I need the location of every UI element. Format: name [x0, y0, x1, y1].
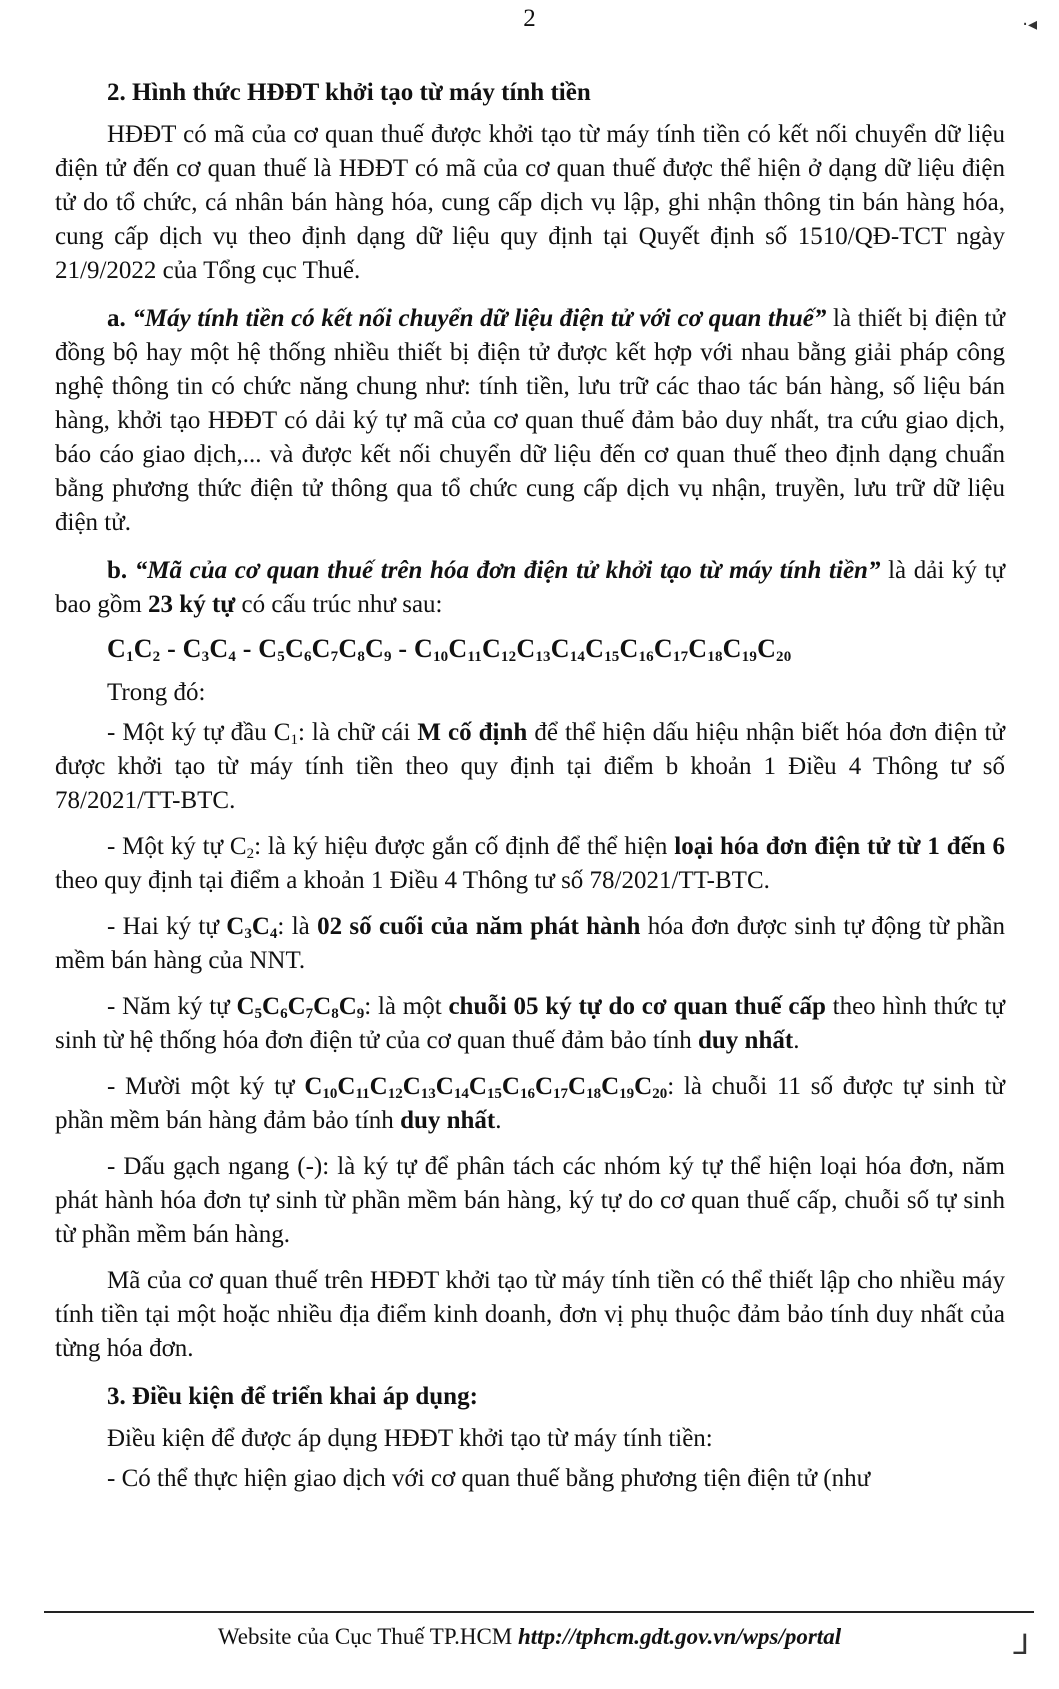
list-item-dash: - Dấu gạch ngang (-): là ký tự để phân tách các nhóm ký tự thể hiện loại hóa đơn, năm phát hành hóa đơn tự sinh từ phần mềm bán hàng, ký tự do cơ quan thuế cấp, chuỗi số tự sinh từ phần mềm bán hàng.	[55, 1153, 1005, 1248]
footer-url-link[interactable]: http://tphcm.gdt.gov.vn/wps/portal	[518, 1624, 842, 1649]
item1-bold: M cố định	[417, 719, 528, 746]
item5-code: $C_{10}C_{11}C_{12}C_{13}C_{14}C_{15}C_{16}C_{17}C_{18}C_{19}C_{20}$	[304, 1073, 668, 1102]
item4-end: .	[793, 1027, 800, 1054]
item1-mid: : là chữ cái	[297, 719, 418, 746]
definition-b-bold: 23 ký tự	[148, 591, 236, 618]
formula-group-1: $C_1C_2$	[107, 634, 161, 665]
formula-group-2: $C_3C_4$	[182, 634, 237, 665]
item4-bold2: duy nhất	[698, 1027, 794, 1054]
definition-a	[55, 302, 1005, 540]
item2-post: theo quy định tại điểm a khoản 1 Điều 4 Thông tư số 78/2021/TT-BTC.	[55, 867, 770, 894]
code-structure-formula: $C_1C_2 - C_3C_4 - C_5C_6C_7C_8C_9 - C_{10}C_{11}C_{12}C_{13}C_{14}C_{15}C_{16}C_{17}C_{18}C_{19}C_{20}$	[107, 634, 792, 665]
item3-code: $C_3C_4$	[226, 913, 278, 942]
definition-b-text-end: có cấu trúc như sau:	[235, 591, 443, 618]
scan-mark-top: ·◂	[1022, 14, 1037, 35]
list-item-c3c4	[55, 910, 1005, 978]
item3-pre: - Hai ký tự	[107, 913, 227, 940]
definition-b-label: b.	[107, 557, 128, 584]
definition-b-text: là dải ký tự bao gồm	[55, 557, 1005, 618]
item2-bold: loại hóa đơn điện tử từ 1 đến 6	[674, 833, 1006, 860]
scan-mark-bottom: ⅃	[1013, 1628, 1029, 1661]
definition-a-label: a.	[107, 305, 126, 332]
list-item-c10-c20	[55, 1070, 1005, 1138]
item4-code: $C_5C_6C_7C_8C_9$	[236, 993, 365, 1022]
item1-post: để thể hiện dấu hiệu nhận biết hóa đơn điện tử được khởi tạo từ máy tính tiền theo quy định tại điểm b khoản 1 Điều 4 Thông tư số 78/2021/TT-BTC.	[55, 719, 1005, 814]
item3-post: hóa đơn được sinh tự động từ phần mềm bán hàng của NNT.	[55, 913, 1006, 974]
item3-mid: : là	[277, 913, 318, 940]
definition-b-term: “Mã của cơ quan thuế trên hóa đơn điện tử khởi tạo từ máy tính tiền”	[134, 557, 881, 584]
section-3-heading: 3. Điều kiện để triển khai áp dụng:	[107, 1383, 478, 1410]
definition-a-term: “Máy tính tiền có kết nối chuyển dữ liệu điện tử với cơ quan thuế”	[132, 305, 827, 332]
definition-b	[55, 554, 1005, 622]
section-2-closing: Mã của cơ quan thuế trên HĐĐT khởi tạo từ máy tính tiền có thể thiết lập cho nhiều máy tính tiền tại một hoặc nhiều địa điểm kinh doanh, đơn vị phụ thuộc đảm bảo tính duy nhất của từng hóa đơn.	[55, 1267, 1005, 1362]
definition-a-text: là thiết bị điện tử đồng bộ hay một hệ thống nhiều thiết bị điện tử được kết hợp với nhau bằng giải pháp công nghệ thông tin có chức năng chung như: tính tiền, lưu trữ các thao tác bán hàng, số liệu bán hàng, khởi tạo HĐĐT có dải ký tự mã của cơ quan thuế đảm bảo duy nhất, tra cứu giao dịch, báo cáo giao dịch,... và được kết nối chuyển dữ liệu đến cơ quan thuế theo định dạng chuẩn bằng phương thức điện tử thông qua tổ chức cung cấp dịch vụ nhận, truyền, lưu trữ dữ liệu điện tử.	[55, 305, 1005, 536]
page-number: 2	[523, 5, 536, 32]
list-item-c5-c9	[55, 990, 1005, 1058]
item2-mid: : là ký hiệu được gắn cố định để thể hiện	[254, 833, 675, 860]
section-2-intro: HĐĐT có mã của cơ quan thuế được khởi tạo từ máy tính tiền có kết nối chuyển dữ liệu điện tử đến cơ quan thuế là HĐĐT có mã của cơ quan thuế được thể hiện ở dạng dữ liệu điện tử do tổ chức, cá nhân bán hàng hóa, cung cấp dịch vụ lập, ghi nhận thông tin bán hàng hóa, cung cấp dịch vụ theo định dạng dữ liệu quy định tại Quyết định số 1510/QĐ-TCT ngày 21/9/2022 của Tổng cục Thuế.	[55, 121, 1005, 284]
item3-bold: 02 số cuối của năm phát hành	[317, 913, 641, 940]
formula-group-4: $C_{10}C_{11}C_{12}C_{13}C_{14}C_{15}C_{16}C_{17}C_{18}C_{19}C_{20}$	[413, 634, 792, 665]
item1-sub: 1	[290, 732, 298, 748]
item1-pre: - Một ký tự đầu C	[107, 719, 291, 746]
document-body	[55, 76, 1005, 1502]
list-item-c2	[55, 830, 1005, 898]
footer	[0, 1620, 1059, 1654]
item5-end: .	[495, 1107, 502, 1134]
section-3-intro: Điều kiện để được áp dụng HĐĐT khởi tạo từ máy tính tiền:	[107, 1425, 713, 1452]
item2-sub: 2	[246, 846, 255, 862]
item5-pre: - Mười một ký tự	[107, 1073, 305, 1100]
item4-bold: chuỗi 05 ký tự do cơ quan thuế cấp	[448, 993, 826, 1020]
item4-pre: - Năm ký tự	[107, 993, 237, 1020]
formula-group-3: $C_5C_6C_7C_8C_9$	[258, 634, 392, 665]
section-3-item-1: - Có thể thực hiện giao dịch với cơ quan thuế bằng phương tiện điện tử (như	[107, 1465, 871, 1492]
item2-pre: - Một ký tự C	[107, 833, 247, 860]
item5-bold: duy nhất	[400, 1107, 496, 1134]
list-item-c1	[55, 716, 1005, 818]
trong-do-label: Trong đó:	[107, 679, 206, 706]
footer-divider	[44, 1611, 1034, 1613]
section-2-heading: 2. Hình thức HĐĐT khởi tạo từ máy tính tiền	[107, 79, 591, 106]
item4-post: theo hình thức tự sinh từ hệ thống hóa đơn điện tử của cơ quan thuế đảm bảo tính	[55, 993, 1005, 1054]
item5-mid: : là chuỗi 11 số được tự sinh từ phần mềm bán hàng đảm bảo tính	[55, 1073, 1005, 1134]
footer-label: Website của Cục Thuế TP.HCM	[217, 1624, 518, 1649]
item4-mid: : là một	[364, 993, 449, 1020]
